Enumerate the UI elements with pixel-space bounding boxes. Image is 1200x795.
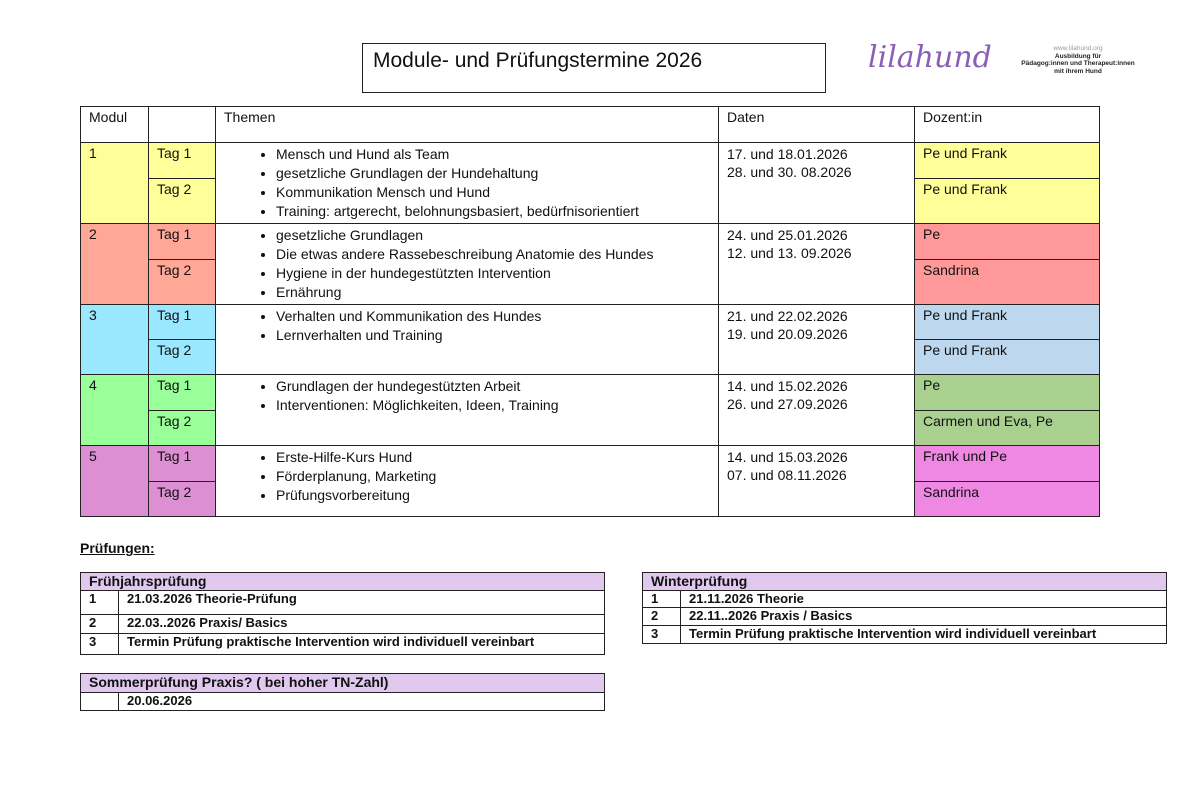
module-number: 3: [81, 305, 149, 375]
exam-number: 2: [643, 608, 681, 626]
day-label: Tag 1: [149, 305, 216, 340]
day-label: Tag 1: [149, 143, 216, 179]
logo-line: Pädagog:innen und Therapeut:innen: [1021, 60, 1135, 67]
topic-item: • Training: artgerecht, belohnungsbasiert, bedürfnisorientiert: [276, 202, 710, 221]
dates-cell: [719, 446, 915, 517]
date-range: 12. und 13. 09.2026: [727, 245, 852, 261]
day-label: Tag 1: [149, 375, 216, 411]
topics-cell: [216, 305, 719, 375]
dates-cell: [719, 305, 915, 375]
page-title: Module- und Prüfungstermine 2026: [362, 43, 826, 93]
exam-text: 21.03.2026 Theorie-Prüfung: [119, 591, 605, 615]
topic-item: • Interventionen: Möglichkeiten, Ideen, Training: [276, 396, 710, 415]
topics-cell: [216, 446, 719, 517]
exam-number: [81, 693, 119, 711]
day-label: Tag 2: [149, 340, 216, 375]
date-range: 17. und 18.01.2026: [727, 146, 848, 162]
module-number: 5: [81, 446, 149, 517]
exam-title: Frühjahrsprüfung: [81, 573, 605, 591]
lecturer: Pe und Frank: [915, 305, 1100, 340]
module-row: [81, 375, 1100, 411]
lecturer: Pe und Frank: [915, 143, 1100, 179]
module-table: [80, 106, 1100, 517]
header-cell: Modul: [81, 107, 149, 143]
day-label: Tag 2: [149, 482, 216, 517]
module-row: [81, 305, 1100, 340]
lecturer: Carmen und Eva, Pe: [915, 411, 1100, 446]
exam-number: 3: [81, 634, 119, 655]
topic-item: • gesetzliche Grundlagen der Hundehaltung: [276, 164, 710, 183]
topic-item: • gesetzliche Grundlagen: [276, 226, 710, 245]
date-range: 14. und 15.03.2026: [727, 449, 848, 465]
topics-cell: [216, 375, 719, 446]
lecturer: Pe und Frank: [915, 179, 1100, 224]
exam-row: [81, 591, 605, 615]
exam-row: [81, 693, 605, 711]
lecturer: Sandrina: [915, 482, 1100, 517]
date-range: 26. und 27.09.2026: [727, 396, 848, 412]
winter-exam-table: [642, 572, 1167, 644]
logo-line: mit ihrem Hund: [1054, 67, 1102, 75]
exam-number: 2: [81, 615, 119, 634]
date-range: 07. und 08.11.2026: [727, 467, 847, 483]
exam-row: [643, 626, 1167, 644]
exam-number: 3: [643, 626, 681, 644]
lecturer: Sandrina: [915, 259, 1100, 304]
topic-item: • Kommunikation Mensch und Hund: [276, 183, 710, 202]
header-cell: Daten: [719, 107, 915, 143]
topic-item: • Erste-Hilfe-Kurs Hund: [276, 448, 710, 467]
exam-title: Winterprüfung: [643, 573, 1167, 591]
lecturer: Pe: [915, 224, 1100, 260]
lecturer: Frank und Pe: [915, 446, 1100, 482]
day-label: Tag 2: [149, 259, 216, 304]
exam-text: Termin Prüfung praktische Intervention wird individuell vereinbart: [119, 634, 605, 655]
exam-title: Sommerprüfung Praxis? ( bei hoher TN-Zahl): [81, 674, 605, 693]
topics-cell: [216, 224, 719, 305]
exam-number: 1: [81, 591, 119, 615]
exam-text: 22.03..2026 Praxis/ Basics: [119, 615, 605, 634]
topic-item: • Ernährung: [276, 283, 710, 302]
topics-cell: [216, 143, 719, 224]
exam-row: [81, 634, 605, 655]
exam-text: 21.11.2026 Theorie: [681, 591, 1167, 608]
exam-row: [643, 608, 1167, 626]
exam-text: Termin Prüfung praktische Intervention wird individuell vereinbart: [681, 626, 1167, 644]
exam-text: 22.11..2026 Praxis / Basics: [681, 608, 1167, 626]
exam-row: [643, 591, 1167, 608]
date-range: 14. und 15.02.2026: [727, 378, 848, 394]
date-range: 24. und 25.01.2026: [727, 227, 848, 243]
topic-item: • Förderplanung, Marketing: [276, 467, 710, 486]
topic-item: • Die etwas andere Rassebeschreibung Anatomie des Hundes: [276, 245, 710, 264]
exams-heading: Prüfungen:: [80, 540, 155, 556]
summer-exam-table: [80, 673, 605, 711]
module-number: 2: [81, 224, 149, 305]
exam-row: [81, 615, 605, 634]
module-row: [81, 224, 1100, 260]
lecturer: Pe und Frank: [915, 340, 1100, 375]
module-row: [81, 143, 1100, 179]
day-label: Tag 2: [149, 179, 216, 224]
logo-tagline: [1008, 45, 1148, 75]
logo-line: Ausbildung für: [1054, 52, 1102, 60]
dates-cell: [719, 143, 915, 224]
spring-exam-table: [80, 572, 605, 655]
day-label: Tag 2: [149, 411, 216, 446]
topic-item: • Prüfungsvorbereitung: [276, 486, 710, 505]
topic-item: • Grundlagen der hundegestützten Arbeit: [276, 377, 710, 396]
topic-item: • Lernverhalten und Training: [276, 326, 710, 345]
dates-cell: [719, 375, 915, 446]
date-range: 28. und 30. 08.2026: [727, 164, 852, 180]
date-range: 21. und 22.02.2026: [727, 308, 848, 324]
exam-number: 1: [643, 591, 681, 608]
day-label: Tag 1: [149, 224, 216, 260]
exam-text: 20.06.2026: [119, 693, 605, 711]
module-row: [81, 446, 1100, 482]
topic-item: • Hygiene in der hundegestützten Intervention: [276, 264, 710, 283]
topic-item: • Verhalten und Kommunikation des Hundes: [276, 307, 710, 326]
table-header-row: [81, 107, 1100, 143]
day-label: Tag 1: [149, 446, 216, 482]
dates-cell: [719, 224, 915, 305]
header-cell: [149, 107, 216, 143]
logo: lilahund: [868, 40, 992, 75]
lecturer: Pe: [915, 375, 1100, 411]
logo-url: www.lilahund.org: [1053, 45, 1103, 52]
date-range: 19. und 20.09.2026: [727, 326, 848, 342]
header-cell: Themen: [216, 107, 719, 143]
topic-item: • Mensch und Hund als Team: [276, 145, 710, 164]
module-number: 1: [81, 143, 149, 224]
module-number: 4: [81, 375, 149, 446]
header-cell: Dozent:in: [915, 107, 1100, 143]
